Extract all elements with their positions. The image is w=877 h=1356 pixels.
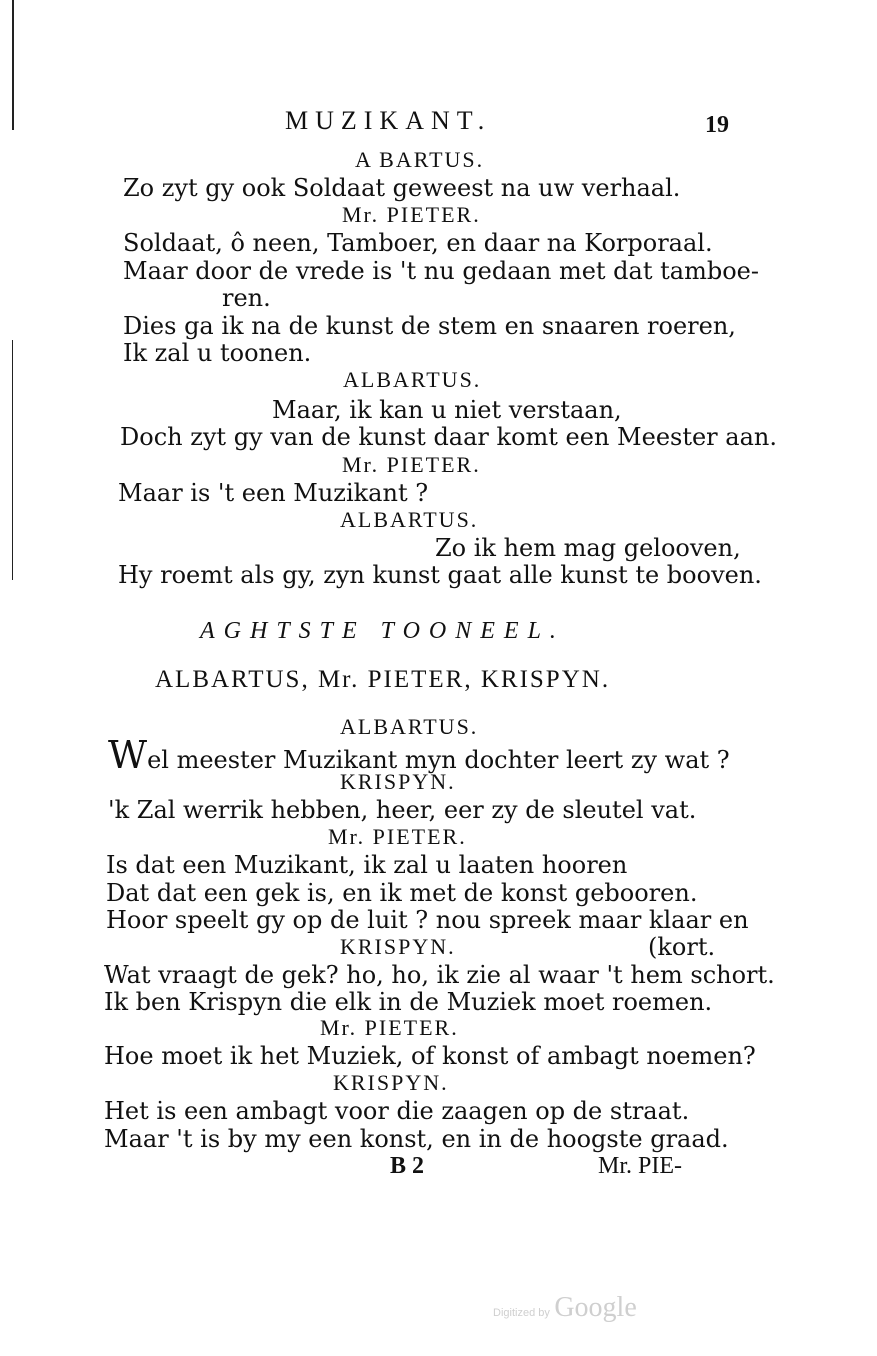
digitized-watermark — [493, 1292, 637, 1324]
scene-title: AGHTSTE TOONEEL. — [200, 618, 565, 644]
page-edge-mark — [12, 0, 14, 130]
verse-text: el meester Muzikant myn dochter leert zy wat ? — [147, 746, 730, 774]
verse-line: Dies ga ik na de kunst de stem en snaaren roeren, — [123, 312, 736, 340]
verse-line: Hoor speelt gy op de luit ? nou spreek maar klaar en — [106, 906, 749, 934]
verse-line: Maar door de vrede is 't nu gedaan met dat tamboe- — [123, 257, 759, 285]
catchword: Mr. PIE- — [598, 1153, 682, 1179]
watermark-prefix: Digitized by — [493, 1307, 550, 1319]
speaker-name: Mr. PIETER. — [342, 452, 481, 477]
verse-line: Maar is 't een Muzikant ? — [118, 479, 429, 507]
verse-line: Soldaat, ô neen, Tamboer, en daar na Korporaal. — [123, 229, 713, 257]
speaker-name: ALBARTUS. — [340, 507, 479, 532]
verse-line: 'k Zal werrik hebben, heer, eer zy de sleutel vat. — [108, 796, 697, 824]
verse-line: Doch zyt gy van de kunst daar komt een Meester aan. — [120, 423, 777, 451]
verse-line: Ik ben Krispyn die elk in de Muziek moet roemen. — [104, 988, 713, 1016]
verse-line: Zo zyt gy ook Soldaat geweest na uw verhaal. — [123, 174, 681, 202]
verse-line: Maar 't is by my een konst, en in de hoogste graad. — [104, 1125, 729, 1153]
speaker-name: Mr. PIETER. — [320, 1015, 459, 1040]
verse-line: Het is een ambagt voor die zaagen op de straat. — [104, 1097, 690, 1125]
speaker-name: Mr. PIETER. — [342, 202, 481, 227]
speaker-name: KRISPYN. — [333, 1070, 449, 1095]
verse-line: Maar, ik kan u niet verstaan, — [272, 396, 622, 424]
signature-mark: B 2 — [390, 1153, 425, 1179]
verse-line: Wat vraagt de gek? ho, ho, ik zie al waar 't hem schort. — [104, 961, 775, 989]
speaker-name: ALBARTUS. — [340, 714, 479, 739]
speaker-name: Mr. PIETER. — [328, 824, 467, 849]
speaker-name: KRISPYN. — [340, 934, 456, 959]
speaker-name: ALBARTUS. — [343, 367, 482, 392]
scene-cast: ALBARTUS, Mr. PIETER, KRISPYN. — [155, 666, 611, 693]
google-logo: Google — [554, 1292, 637, 1323]
page-edge-mark — [12, 340, 13, 580]
verse-line: ren. — [222, 284, 271, 312]
page-number: 19 — [705, 112, 729, 138]
verse-line: Zo ik hem mag gelooven, — [435, 534, 741, 562]
speaker-name: KRISPYN. — [340, 769, 456, 794]
speaker-name: A BARTUS. — [355, 147, 485, 172]
verse-line: Dat dat een gek is, en ik met de konst gebooren. — [106, 879, 698, 907]
running-head: MUZIKANT. — [285, 106, 492, 135]
verse-line: Hy roemt als gy, zyn kunst gaat alle kunst te booven. — [118, 561, 762, 589]
drop-cap: W — [108, 733, 148, 777]
turnover-word: (kort. — [648, 933, 716, 961]
verse-line: Hoe moet ik het Muziek, of konst of ambagt noemen? — [104, 1042, 756, 1070]
verse-line: Is dat een Muzikant, ik zal u laaten hooren — [106, 851, 628, 879]
verse-line: Ik zal u toonen. — [123, 339, 312, 367]
